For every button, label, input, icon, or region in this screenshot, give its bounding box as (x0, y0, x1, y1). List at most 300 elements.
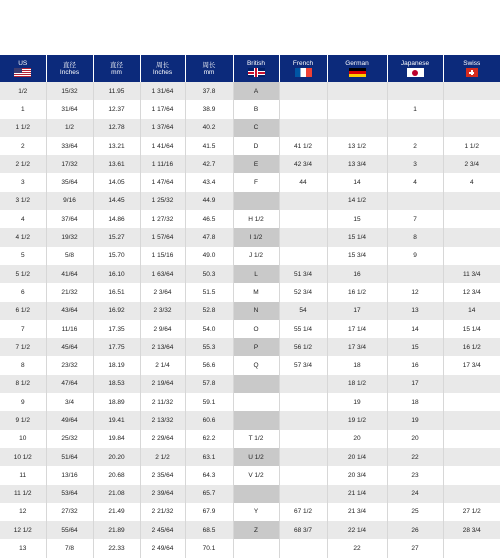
cell-german-size: 17 3/4 (327, 338, 387, 356)
header-circumference-mm: 周长 mm (185, 55, 233, 82)
cell-us-size: 11 (0, 466, 46, 484)
cell-british-size (233, 375, 279, 393)
cell-diameter-mm: 20.68 (93, 466, 140, 484)
cell-us-size: 2 1/2 (0, 155, 46, 173)
cell-circumference-inches: 1 57/64 (140, 228, 185, 246)
cell-japanese-size: 14 (387, 320, 443, 338)
cell-german-size: 15 (327, 210, 387, 228)
cell-us-size: 12 1/2 (0, 521, 46, 539)
cell-diameter-inches: 7/8 (46, 539, 93, 557)
cell-british-size: J 1/2 (233, 247, 279, 265)
table-row (0, 283, 500, 301)
table-row (0, 320, 500, 338)
cell-japanese-size: 7 (387, 210, 443, 228)
table-row (0, 521, 500, 539)
cell-circumference-inches: 2 13/32 (140, 411, 185, 429)
cell-french-size (279, 411, 327, 429)
cell-french-size: 55 1/4 (279, 320, 327, 338)
cell-us-size: 6 1/2 (0, 302, 46, 320)
cell-french-size: 56 1/2 (279, 338, 327, 356)
cell-circumference-mm: 60.6 (185, 411, 233, 429)
cell-us-size: 10 (0, 430, 46, 448)
cell-japanese-size: 9 (387, 247, 443, 265)
cell-swiss-size (443, 192, 500, 210)
header-german: German (327, 55, 387, 82)
cell-us-size: 8 (0, 356, 46, 374)
cell-circumference-mm: 54.0 (185, 320, 233, 338)
cell-french-size: 57 3/4 (279, 356, 327, 374)
cell-french-size: 41 1/2 (279, 137, 327, 155)
cell-diameter-mm: 19.84 (93, 430, 140, 448)
cell-british-size: E (233, 155, 279, 173)
cell-swiss-size: 28 3/4 (443, 521, 500, 539)
table-row (0, 173, 500, 191)
cell-german-size: 20 3/4 (327, 466, 387, 484)
table-row (0, 393, 500, 411)
header-swiss: Swiss (443, 55, 500, 82)
cell-french-size: 54 (279, 302, 327, 320)
cell-diameter-mm: 21.08 (93, 485, 140, 503)
cell-us-size: 8 1/2 (0, 375, 46, 393)
table-row (0, 82, 500, 100)
cell-circumference-inches: 2 3/32 (140, 302, 185, 320)
cell-diameter-mm: 15.70 (93, 247, 140, 265)
cell-diameter-mm: 18.53 (93, 375, 140, 393)
cell-circumference-mm: 41.5 (185, 137, 233, 155)
cell-german-size: 20 1/4 (327, 448, 387, 466)
cell-diameter-mm: 17.35 (93, 320, 140, 338)
cell-british-size: A (233, 82, 279, 100)
cell-circumference-mm: 42.7 (185, 155, 233, 173)
cell-circumference-inches: 1 17/64 (140, 100, 185, 118)
header-british: British (233, 55, 279, 82)
cell-us-size: 1 1/2 (0, 119, 46, 137)
cell-japanese-size: 19 (387, 411, 443, 429)
cell-french-size (279, 466, 327, 484)
cell-circumference-mm: 57.8 (185, 375, 233, 393)
cell-diameter-mm: 11.95 (93, 82, 140, 100)
cell-japanese-size: 27 (387, 539, 443, 557)
cell-us-size: 5 1/2 (0, 265, 46, 283)
cell-circumference-inches: 2 9/64 (140, 320, 185, 338)
cell-swiss-size: 2 3/4 (443, 155, 500, 173)
cell-diameter-inches: 31/64 (46, 100, 93, 118)
cell-japanese-size: 3 (387, 155, 443, 173)
cell-circumference-mm: 63.1 (185, 448, 233, 466)
cell-japanese-size (387, 192, 443, 210)
cell-us-size: 1/2 (0, 82, 46, 100)
header-us: US (0, 55, 46, 82)
table-row (0, 338, 500, 356)
cell-japanese-size: 15 (387, 338, 443, 356)
cell-german-size: 14 (327, 173, 387, 191)
cell-circumference-inches: 1 31/64 (140, 82, 185, 100)
table-row (0, 100, 500, 118)
cell-circumference-mm: 47.8 (185, 228, 233, 246)
cell-japanese-size: 25 (387, 503, 443, 521)
cell-circumference-inches: 1 27/32 (140, 210, 185, 228)
cell-swiss-size: 17 3/4 (443, 356, 500, 374)
cell-circumference-inches: 2 29/64 (140, 430, 185, 448)
cell-circumference-mm: 67.9 (185, 503, 233, 521)
cell-swiss-size: 15 1/4 (443, 320, 500, 338)
cell-diameter-inches: 27/32 (46, 503, 93, 521)
cell-german-size: 20 (327, 430, 387, 448)
cell-french-size (279, 485, 327, 503)
cell-french-size (279, 192, 327, 210)
cell-diameter-inches: 37/64 (46, 210, 93, 228)
cell-japanese-size: 23 (387, 466, 443, 484)
table-row (0, 155, 500, 173)
cell-british-size: P (233, 338, 279, 356)
cell-us-size: 2 (0, 137, 46, 155)
cell-diameter-inches: 19/32 (46, 228, 93, 246)
cell-diameter-inches: 3/4 (46, 393, 93, 411)
uk-flag-icon (248, 68, 265, 77)
cell-swiss-size: 16 1/2 (443, 338, 500, 356)
cell-german-size: 21 1/4 (327, 485, 387, 503)
cell-diameter-mm: 16.92 (93, 302, 140, 320)
cell-british-size: L (233, 265, 279, 283)
table-row (0, 302, 500, 320)
table-row (0, 375, 500, 393)
cell-german-size: 14 1/2 (327, 192, 387, 210)
cell-german-size: 15 3/4 (327, 247, 387, 265)
cell-diameter-inches: 13/16 (46, 466, 93, 484)
cell-circumference-inches: 1 25/32 (140, 192, 185, 210)
us-flag-icon (14, 68, 31, 77)
cell-japanese-size: 4 (387, 173, 443, 191)
cell-british-size (233, 485, 279, 503)
table-row (0, 466, 500, 484)
cell-diameter-inches: 21/32 (46, 283, 93, 301)
cell-british-size: T 1/2 (233, 430, 279, 448)
cell-diameter-mm: 18.89 (93, 393, 140, 411)
table-row (0, 448, 500, 466)
cell-us-size: 4 1/2 (0, 228, 46, 246)
table-row (0, 411, 500, 429)
cell-swiss-size (443, 228, 500, 246)
table-row (0, 119, 500, 137)
cell-british-size: Y (233, 503, 279, 521)
cell-circumference-inches: 2 21/32 (140, 503, 185, 521)
cell-us-size: 3 1/2 (0, 192, 46, 210)
cell-diameter-inches: 53/64 (46, 485, 93, 503)
cell-british-size: N (233, 302, 279, 320)
cell-circumference-mm: 70.1 (185, 539, 233, 557)
cell-german-size (327, 100, 387, 118)
cell-circumference-inches: 2 49/64 (140, 539, 185, 557)
header-diameter-inches: 直径 Inches (46, 55, 93, 82)
cell-british-size: Z (233, 521, 279, 539)
cell-british-size: V 1/2 (233, 466, 279, 484)
cell-diameter-mm: 21.89 (93, 521, 140, 539)
cell-swiss-size (443, 411, 500, 429)
cell-swiss-size (443, 247, 500, 265)
cell-diameter-mm: 14.86 (93, 210, 140, 228)
cell-diameter-inches: 33/64 (46, 137, 93, 155)
cell-circumference-inches: 1 47/64 (140, 173, 185, 191)
cell-french-size (279, 393, 327, 411)
cell-japanese-size: 13 (387, 302, 443, 320)
table-row (0, 485, 500, 503)
cell-circumference-mm: 65.7 (185, 485, 233, 503)
cell-german-size: 19 (327, 393, 387, 411)
header-japanese: Japanese (387, 55, 443, 82)
cell-japanese-size (387, 82, 443, 100)
cell-german-size: 22 1/4 (327, 521, 387, 539)
cell-swiss-size (443, 448, 500, 466)
header-circumference-inches: 周长 Inches (140, 55, 185, 82)
cell-french-size: 51 3/4 (279, 265, 327, 283)
cell-german-size (327, 82, 387, 100)
cell-diameter-inches: 9/16 (46, 192, 93, 210)
cell-us-size: 13 (0, 539, 46, 557)
japan-flag-icon (407, 68, 424, 77)
cell-german-size: 13 1/2 (327, 137, 387, 155)
cell-japanese-size: 22 (387, 448, 443, 466)
cell-swiss-size (443, 466, 500, 484)
cell-diameter-mm: 19.41 (93, 411, 140, 429)
cell-circumference-mm: 56.6 (185, 356, 233, 374)
cell-japanese-size (387, 119, 443, 137)
cell-japanese-size (387, 265, 443, 283)
cell-diameter-inches: 47/64 (46, 375, 93, 393)
cell-japanese-size: 16 (387, 356, 443, 374)
cell-german-size: 17 1/4 (327, 320, 387, 338)
cell-circumference-inches: 1 37/64 (140, 119, 185, 137)
cell-us-size: 3 (0, 173, 46, 191)
cell-diameter-mm: 16.51 (93, 283, 140, 301)
cell-british-size: B (233, 100, 279, 118)
cell-german-size: 18 (327, 356, 387, 374)
header-french: French (279, 55, 327, 82)
cell-us-size: 12 (0, 503, 46, 521)
cell-diameter-inches: 55/64 (46, 521, 93, 539)
cell-french-size: 67 1/2 (279, 503, 327, 521)
cell-circumference-inches: 2 35/64 (140, 466, 185, 484)
table-row (0, 247, 500, 265)
cell-diameter-inches: 23/32 (46, 356, 93, 374)
cell-diameter-inches: 41/64 (46, 265, 93, 283)
cell-circumference-inches: 2 13/64 (140, 338, 185, 356)
france-flag-icon (295, 68, 312, 77)
cell-diameter-mm: 14.45 (93, 192, 140, 210)
cell-french-size (279, 228, 327, 246)
header-row (0, 55, 500, 82)
cell-us-size: 9 (0, 393, 46, 411)
germany-flag-icon (349, 68, 366, 77)
cell-diameter-mm: 16.10 (93, 265, 140, 283)
cell-british-size: F (233, 173, 279, 191)
cell-british-size: U 1/2 (233, 448, 279, 466)
cell-british-size: I 1/2 (233, 228, 279, 246)
cell-circumference-mm: 64.3 (185, 466, 233, 484)
cell-british-size: Q (233, 356, 279, 374)
cell-circumference-inches: 1 41/64 (140, 137, 185, 155)
size-conversion-table (0, 55, 500, 558)
size-rows (0, 82, 500, 558)
cell-swiss-size (443, 119, 500, 137)
cell-swiss-size (443, 82, 500, 100)
cell-french-size: 42 3/4 (279, 155, 327, 173)
cell-circumference-inches: 1 15/16 (140, 247, 185, 265)
cell-diameter-mm: 21.49 (93, 503, 140, 521)
cell-swiss-size: 27 1/2 (443, 503, 500, 521)
cell-german-size: 16 (327, 265, 387, 283)
cell-circumference-inches: 2 1/2 (140, 448, 185, 466)
cell-german-size (327, 119, 387, 137)
cell-german-size: 15 1/4 (327, 228, 387, 246)
table-row (0, 137, 500, 155)
cell-german-size: 18 1/2 (327, 375, 387, 393)
cell-british-size (233, 539, 279, 557)
switzerland-flag-icon (466, 68, 478, 77)
cell-diameter-inches: 15/32 (46, 82, 93, 100)
cell-french-size (279, 375, 327, 393)
cell-us-size: 4 (0, 210, 46, 228)
cell-circumference-mm: 40.2 (185, 119, 233, 137)
cell-swiss-size: 12 3/4 (443, 283, 500, 301)
cell-circumference-mm: 44.9 (185, 192, 233, 210)
cell-swiss-size (443, 393, 500, 411)
cell-circumference-mm: 43.4 (185, 173, 233, 191)
cell-swiss-size (443, 210, 500, 228)
cell-swiss-size: 14 (443, 302, 500, 320)
cell-circumference-mm: 49.0 (185, 247, 233, 265)
cell-british-size: H 1/2 (233, 210, 279, 228)
cell-french-size (279, 247, 327, 265)
cell-us-size: 9 1/2 (0, 411, 46, 429)
cell-japanese-size: 12 (387, 283, 443, 301)
table-row (0, 210, 500, 228)
cell-french-size: 44 (279, 173, 327, 191)
cell-french-size (279, 210, 327, 228)
cell-german-size: 22 (327, 539, 387, 557)
cell-circumference-mm: 38.9 (185, 100, 233, 118)
cell-diameter-inches: 35/64 (46, 173, 93, 191)
ring-size-chart (0, 55, 500, 558)
cell-french-size (279, 448, 327, 466)
cell-diameter-inches: 49/64 (46, 411, 93, 429)
cell-german-size: 21 3/4 (327, 503, 387, 521)
cell-us-size: 7 1/2 (0, 338, 46, 356)
cell-british-size (233, 192, 279, 210)
cell-circumference-mm: 52.8 (185, 302, 233, 320)
cell-circumference-mm: 59.1 (185, 393, 233, 411)
cell-circumference-mm: 62.2 (185, 430, 233, 448)
cell-circumference-inches: 1 63/64 (140, 265, 185, 283)
cell-german-size: 16 1/2 (327, 283, 387, 301)
cell-diameter-mm: 13.61 (93, 155, 140, 173)
table-row (0, 539, 500, 557)
cell-circumference-inches: 2 1/4 (140, 356, 185, 374)
cell-circumference-inches: 2 19/64 (140, 375, 185, 393)
cell-german-size: 13 3/4 (327, 155, 387, 173)
cell-circumference-mm: 51.5 (185, 283, 233, 301)
cell-french-size (279, 430, 327, 448)
header-diameter-mm: 直径 mm (93, 55, 140, 82)
cell-japanese-size: 20 (387, 430, 443, 448)
cell-diameter-inches: 51/64 (46, 448, 93, 466)
table-row (0, 192, 500, 210)
cell-french-size: 52 3/4 (279, 283, 327, 301)
cell-circumference-mm: 46.5 (185, 210, 233, 228)
cell-swiss-size: 4 (443, 173, 500, 191)
cell-diameter-inches: 5/8 (46, 247, 93, 265)
cell-diameter-mm: 17.75 (93, 338, 140, 356)
cell-circumference-inches: 1 11/16 (140, 155, 185, 173)
cell-japanese-size: 8 (387, 228, 443, 246)
table-row (0, 356, 500, 374)
cell-diameter-inches: 1/2 (46, 119, 93, 137)
cell-french-size (279, 119, 327, 137)
cell-diameter-mm: 13.21 (93, 137, 140, 155)
cell-diameter-inches: 45/64 (46, 338, 93, 356)
cell-japanese-size: 26 (387, 521, 443, 539)
cell-swiss-size (443, 485, 500, 503)
cell-french-size: 68 3/7 (279, 521, 327, 539)
cell-diameter-mm: 18.19 (93, 356, 140, 374)
cell-swiss-size (443, 100, 500, 118)
cell-japanese-size: 2 (387, 137, 443, 155)
cell-circumference-mm: 55.3 (185, 338, 233, 356)
cell-diameter-inches: 11/16 (46, 320, 93, 338)
cell-british-size (233, 393, 279, 411)
cell-british-size: C (233, 119, 279, 137)
cell-swiss-size: 11 3/4 (443, 265, 500, 283)
cell-swiss-size (443, 539, 500, 557)
cell-swiss-size (443, 375, 500, 393)
cell-british-size: D (233, 137, 279, 155)
cell-diameter-inches: 43/64 (46, 302, 93, 320)
cell-british-size: M (233, 283, 279, 301)
cell-japanese-size: 1 (387, 100, 443, 118)
cell-french-size (279, 82, 327, 100)
table-row (0, 430, 500, 448)
cell-diameter-mm: 14.05 (93, 173, 140, 191)
cell-german-size: 17 (327, 302, 387, 320)
cell-us-size: 7 (0, 320, 46, 338)
table-row (0, 265, 500, 283)
cell-us-size: 10 1/2 (0, 448, 46, 466)
cell-diameter-mm: 15.27 (93, 228, 140, 246)
cell-japanese-size: 18 (387, 393, 443, 411)
cell-us-size: 11 1/2 (0, 485, 46, 503)
cell-us-size: 6 (0, 283, 46, 301)
cell-diameter-mm: 20.20 (93, 448, 140, 466)
cell-circumference-inches: 2 39/64 (140, 485, 185, 503)
cell-circumference-inches: 2 11/32 (140, 393, 185, 411)
cell-french-size (279, 539, 327, 557)
table-row (0, 503, 500, 521)
cell-diameter-inches: 25/32 (46, 430, 93, 448)
cell-diameter-mm: 12.37 (93, 100, 140, 118)
cell-japanese-size: 17 (387, 375, 443, 393)
cell-diameter-mm: 12.78 (93, 119, 140, 137)
cell-british-size (233, 411, 279, 429)
cell-circumference-inches: 2 3/64 (140, 283, 185, 301)
cell-japanese-size: 24 (387, 485, 443, 503)
cell-circumference-mm: 50.3 (185, 265, 233, 283)
cell-circumference-mm: 37.8 (185, 82, 233, 100)
table-row (0, 228, 500, 246)
cell-circumference-mm: 68.5 (185, 521, 233, 539)
cell-british-size: O (233, 320, 279, 338)
cell-french-size (279, 100, 327, 118)
cell-diameter-mm: 22.33 (93, 539, 140, 557)
cell-swiss-size: 1 1/2 (443, 137, 500, 155)
